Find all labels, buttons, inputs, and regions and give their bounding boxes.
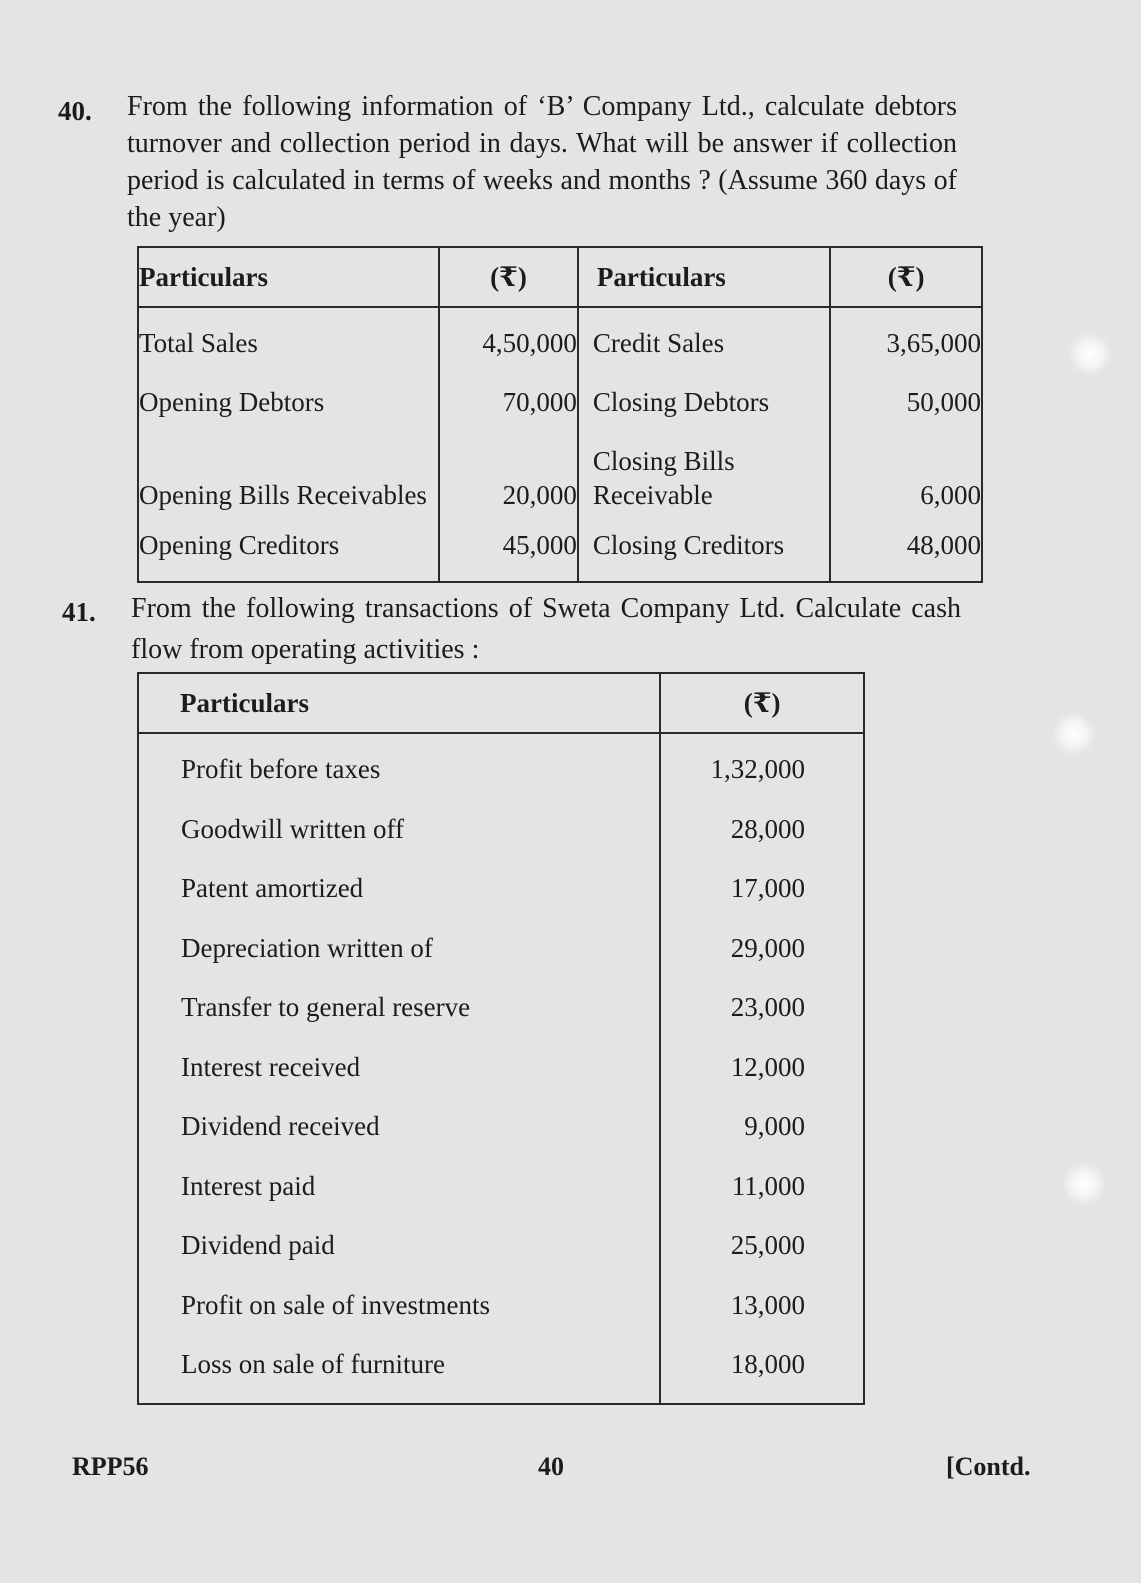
table-header-row [138,247,982,307]
table-cell-amount: 1,32,000 [660,733,864,800]
question-41-text: From the following transactions of Sweta Company Ltd. Calculate cash flow from operating activities : [131,593,961,665]
table-cell-label: Opening Creditors [138,516,439,582]
table-cell-label: Total Sales [138,307,439,373]
table-cell-amount: 45,000 [439,516,578,582]
table-cell-amount: 25,000 [660,1216,864,1276]
table-cell-amount: 50,000 [830,373,982,432]
table-row [138,307,982,373]
paper-hole-mark [1052,712,1096,756]
table-row [138,432,982,516]
table-cell-label: Interest paid [138,1157,660,1217]
question-41-table [137,672,865,1405]
table-cell-amount: 13,000 [660,1276,864,1336]
table-row [138,1038,864,1098]
column-header-amount: (₹) [439,247,578,307]
table-cell-label: Dividend paid [138,1216,660,1276]
table-row [138,373,982,432]
table-cell-amount: 48,000 [830,516,982,582]
paper-hole-mark [1068,332,1112,376]
table-cell-label: Closing Bills Receivable [578,432,830,516]
table-cell-label: Profit before taxes [138,733,660,800]
table-row [138,800,864,860]
paper-code: RPP56 [72,1452,149,1481]
question-40-number: 40. [58,96,92,126]
table-cell-amount: 17,000 [660,859,864,919]
table-row [138,919,864,979]
table-cell-label: Transfer to general reserve [138,978,660,1038]
table-row [138,1097,864,1157]
table-cell-label: Profit on sale of investments [138,1276,660,1336]
table-cell-amount: 6,000 [830,432,982,516]
table-row [138,733,864,800]
continued-label: [Contd. [946,1452,1031,1481]
table-cell-label: Opening Bills Receivables [138,432,439,516]
table-cell-label: Credit Sales [578,307,830,373]
table-header-row [138,673,864,733]
table-cell-amount: 29,000 [660,919,864,979]
table-cell-label: Closing Debtors [578,373,830,432]
table-cell-label: Patent amortized [138,859,660,919]
table-row [138,1276,864,1336]
table-cell-label: Closing Creditors [578,516,830,582]
question-40-text: From the following information of ‘B’ Company Ltd., calculate debtors turnover and collection period in days. What will be answer if collection period is calculated in terms of weeks and months ? (Assume 360 days of the year) [127,91,957,233]
column-header-particulars: Particulars [138,247,439,307]
table-cell-label: Dividend received [138,1097,660,1157]
table-row [138,978,864,1038]
table-cell-amount: 23,000 [660,978,864,1038]
table-cell-amount: 28,000 [660,800,864,860]
table-cell-amount: 18,000 [660,1335,864,1404]
page-number: 40 [538,1452,564,1481]
column-header-amount: (₹) [660,673,864,733]
table-cell-amount: 4,50,000 [439,307,578,373]
table-cell-label: Goodwill written off [138,800,660,860]
table-row [138,516,982,582]
table-cell-label: Opening Debtors [138,373,439,432]
table-cell-label: Loss on sale of furniture [138,1335,660,1404]
table-cell-amount: 11,000 [660,1157,864,1217]
table-cell-label: Depreciation written of [138,919,660,979]
table-cell-amount: 9,000 [660,1097,864,1157]
table-row [138,1335,864,1404]
column-header-amount: (₹) [830,247,982,307]
question-41-number: 41. [62,597,96,627]
table-cell-amount: 70,000 [439,373,578,432]
table-row [138,1216,864,1276]
table-cell-label: Interest received [138,1038,660,1098]
column-header-particulars: Particulars [138,673,660,733]
table-row [138,859,864,919]
table-cell-amount: 12,000 [660,1038,864,1098]
question-40-table [137,246,983,583]
table-cell-amount: 3,65,000 [830,307,982,373]
paper-hole-mark [1062,1162,1106,1206]
column-header-particulars: Particulars [578,247,830,307]
table-cell-amount: 20,000 [439,432,578,516]
table-row [138,1157,864,1217]
